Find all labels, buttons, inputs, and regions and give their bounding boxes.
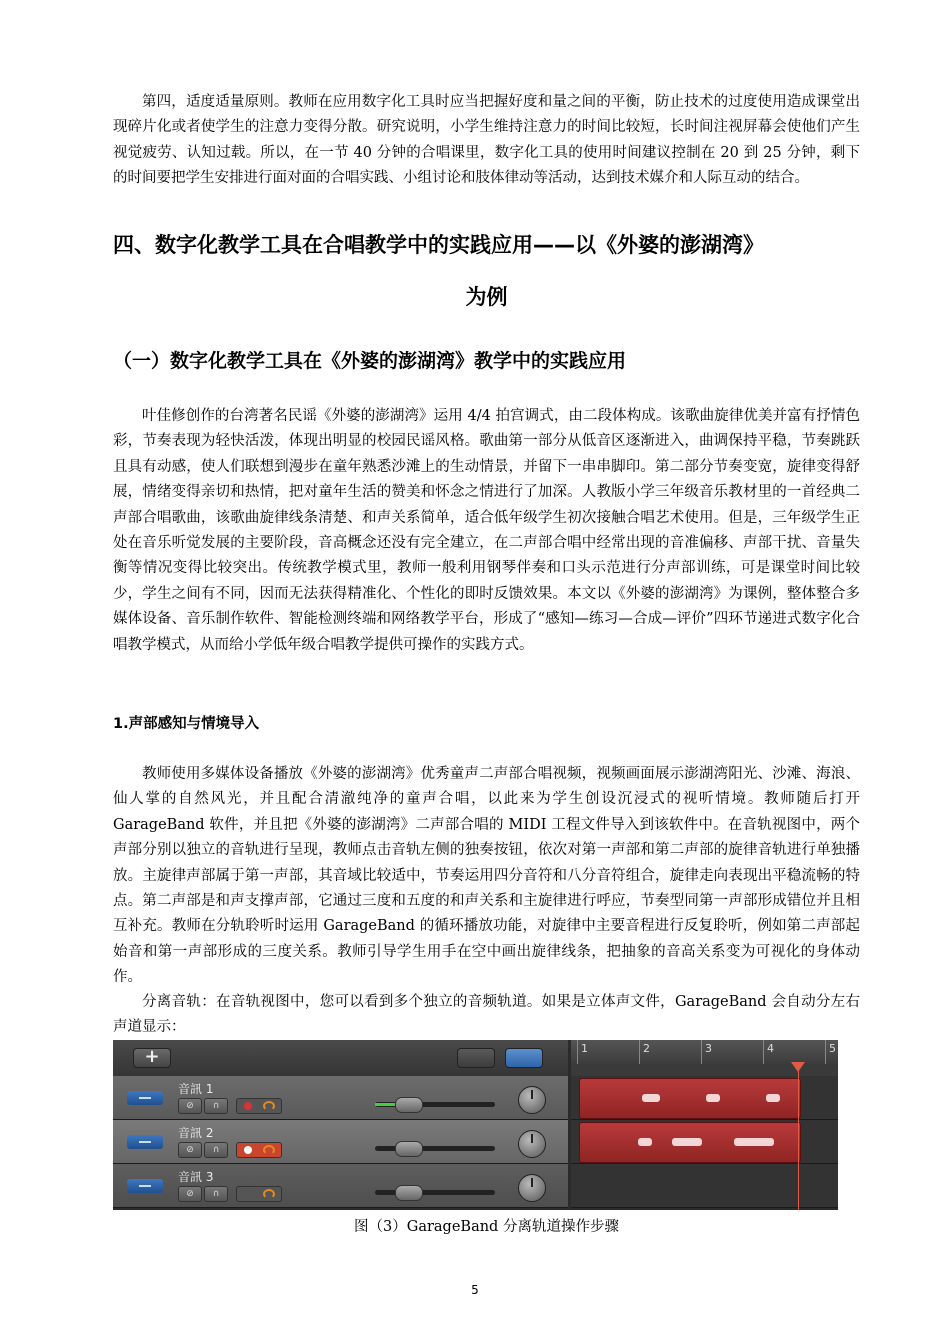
waveform-blip — [672, 1138, 702, 1146]
automation-button[interactable] — [457, 1048, 495, 1068]
waveform-blip — [642, 1094, 660, 1102]
track-name: 音訊 3 — [178, 1170, 214, 1184]
audio-track-icon — [127, 1179, 163, 1193]
record-monitor-button[interactable] — [236, 1098, 282, 1114]
ruler-label: 2 — [643, 1042, 650, 1055]
track-header[interactable] — [113, 1164, 568, 1208]
page-number: 5 — [471, 1283, 479, 1297]
record-monitor-button[interactable] — [236, 1142, 282, 1158]
audio-region[interactable] — [579, 1122, 801, 1163]
playhead[interactable] — [798, 1064, 799, 1210]
pan-knob[interactable] — [518, 1086, 546, 1114]
ruler-tick — [577, 1040, 578, 1064]
add-track-button[interactable]: + — [133, 1048, 171, 1068]
waveform-blip — [734, 1138, 774, 1146]
record-monitor-button[interactable] — [236, 1186, 282, 1202]
mute-button[interactable]: ⊘ — [178, 1098, 202, 1114]
track-name: 音訊 2 — [178, 1126, 214, 1140]
section-heading — [113, 219, 860, 323]
ruler-label: 3 — [705, 1042, 712, 1055]
ruler-tick — [701, 1040, 702, 1064]
volume-slider[interactable] — [375, 1102, 495, 1107]
headphones-icon[interactable]: ∩ — [204, 1142, 228, 1158]
garageband-screenshot — [113, 1040, 838, 1210]
timeline-ruler[interactable] — [571, 1040, 838, 1065]
track-header[interactable] — [113, 1076, 568, 1120]
volume-slider[interactable] — [375, 1146, 495, 1151]
audio-region[interactable] — [579, 1078, 801, 1119]
ruler-label: 5 — [829, 1042, 836, 1055]
track-header-toolbar — [113, 1040, 568, 1077]
paragraph-principle-4: 第四，适度适量原则。教师在应用数字化工具时应当把握好度和量之间的平衡，防止技术的过度使用造成课堂出现碎片化或者使学生的注意力变得分散。研究说明，小学生维持注意力的时间比较短，长时间注视屏幕会使他们产生视觉疲劳、认知过载。所以，在一节 40 分钟的合唱课里，数字化工具的使用时间建议控制在 20 到 25 分钟，剩下的时间要把学生安排进行面对面的合唱实践、小组讨论和肢体律动等活动，达到技术媒介和人际互动的结合。 — [113, 94, 860, 187]
ruler-tick — [639, 1040, 640, 1064]
audio-track-icon — [127, 1135, 163, 1149]
waveform-blip — [766, 1094, 780, 1102]
paragraph-voice-perception: 教师使用多媒体设备播放《外婆的澎湖湾》优秀童声二声部合唱视频，视频画面展示澎湖湾阳光、沙滩、海浪、仙人掌的自然风光，并且配合清澈纯净的童声合唱，以此来为学生创设沉浸式的视听情境。教师随后打开 GarageBand 软件，并且把《外婆的澎湖湾》二声部合唱的 MIDI 工程文件导入到该软件中。在音轨视图中，两个声部分别以独立的音轨进行呈现，教师点击音轨左侧的独奏按钮，依次对第一声部和第二声部的旋律音轨进行单独播放。主旋律声部属于第一声部，其音域比较适中，节奏运用四分音符和八分音符组合，旋律走向表现出平稳流畅的特点。第二声部是和声支撑声部，它通过三度和五度的和声关系和主旋律进行呼应，节奏型同第一声部形成错位并且相互补充。教师在分轨聆听时运用 GarageBand 的循环播放功能，对旋律中主要音程进行反复聆听，例如第二声部起始音和第一声部形成的三度关系。教师引导学生用手在空中画出旋律线条，把抽象的音高关系变为可视化的身体动作。 — [113, 766, 860, 986]
ruler-label: 1 — [581, 1042, 588, 1055]
pan-knob[interactable] — [518, 1174, 546, 1202]
paragraph-song-intro: 叶佳修创作的台湾著名民谣《外婆的澎湖湾》运用 4/4 拍宫调式，由二段体构成。该歌曲旋律优美并富有抒情色彩，节奏表现为轻快活泼，体现出明显的校园民谣风格。歌曲第一部分从低音区逐渐进入，曲调保持平稳，节奏跳跃且具有动感，使人们联想到漫步在童年熟悉沙滩上的生动情景，并留下一串串脚印。第二部分节奏变宽，旋律变得舒展，情绪变得亲切和热情，把对童年生活的赞美和怀念之情进行了加深。人教版小学三年级音乐教材里的一首经典二声部合唱歌曲，该歌曲旋律线条清楚、和声关系简单，适合低年级学生初次接触合唱艺术使用。但是，三年级学生正处在音乐听觉发展的主要阶段，音高概念还没有完全建立，在二声部合唱中经常出现的音准偏移、声部干扰、音量失衡等情况变得比较突出。传统教学模式里，教师一般利用钢琴伴奏和口头示范进行分声部训练，可是课堂时间比较少，学生之间有不同，因而无法获得精准化、个性化的即时反馈效果。本文以《外婆的澎湖湾》为课例，整体整合多媒体设备、音乐制作软件、智能检测终端和网络教学平台，形成了“感知—练习—合成—评价”四环节递进式数字化合唱教学模式，从而给小学低年级合唱教学提供可操作的实践方式。 — [113, 408, 860, 653]
subsection-heading: （一）数字化教学工具在《外婆的澎湖湾》教学中的实践应用 — [113, 350, 627, 372]
volume-slider[interactable] — [375, 1190, 495, 1195]
subsubsection-heading: 1.声部感知与情境导入 — [113, 716, 260, 732]
waveform-blip — [638, 1138, 652, 1146]
section-heading-line2: 为例 — [465, 285, 508, 309]
section-heading-line1: 四、数字化教学工具在合唱教学中的实践应用——以《外婆的澎湖湾》 — [113, 233, 764, 257]
paragraph-separate-tracks: 分离音轨：在音轨视图中，您可以看到多个独立的音频轨道。如果是立体声文件，GarageBand 会自动分左右声道显示： — [113, 994, 860, 1036]
track-name: 音訊 1 — [178, 1082, 214, 1096]
audio-track-icon — [127, 1091, 163, 1105]
waveform-blip — [706, 1094, 720, 1102]
track-header[interactable] — [113, 1120, 568, 1164]
headphones-icon[interactable]: ∩ — [204, 1098, 228, 1114]
mute-button[interactable]: ⊘ — [178, 1186, 202, 1202]
mute-button[interactable]: ⊘ — [178, 1142, 202, 1158]
filter-button[interactable] — [505, 1048, 543, 1068]
ruler-label: 4 — [767, 1042, 774, 1055]
ruler-tick — [763, 1040, 764, 1064]
ruler-tick — [825, 1040, 826, 1064]
figure-caption: 图（3）GarageBand 分离轨道操作步骤 — [354, 1219, 619, 1235]
headphones-icon[interactable]: ∩ — [204, 1186, 228, 1202]
pan-knob[interactable] — [518, 1130, 546, 1158]
